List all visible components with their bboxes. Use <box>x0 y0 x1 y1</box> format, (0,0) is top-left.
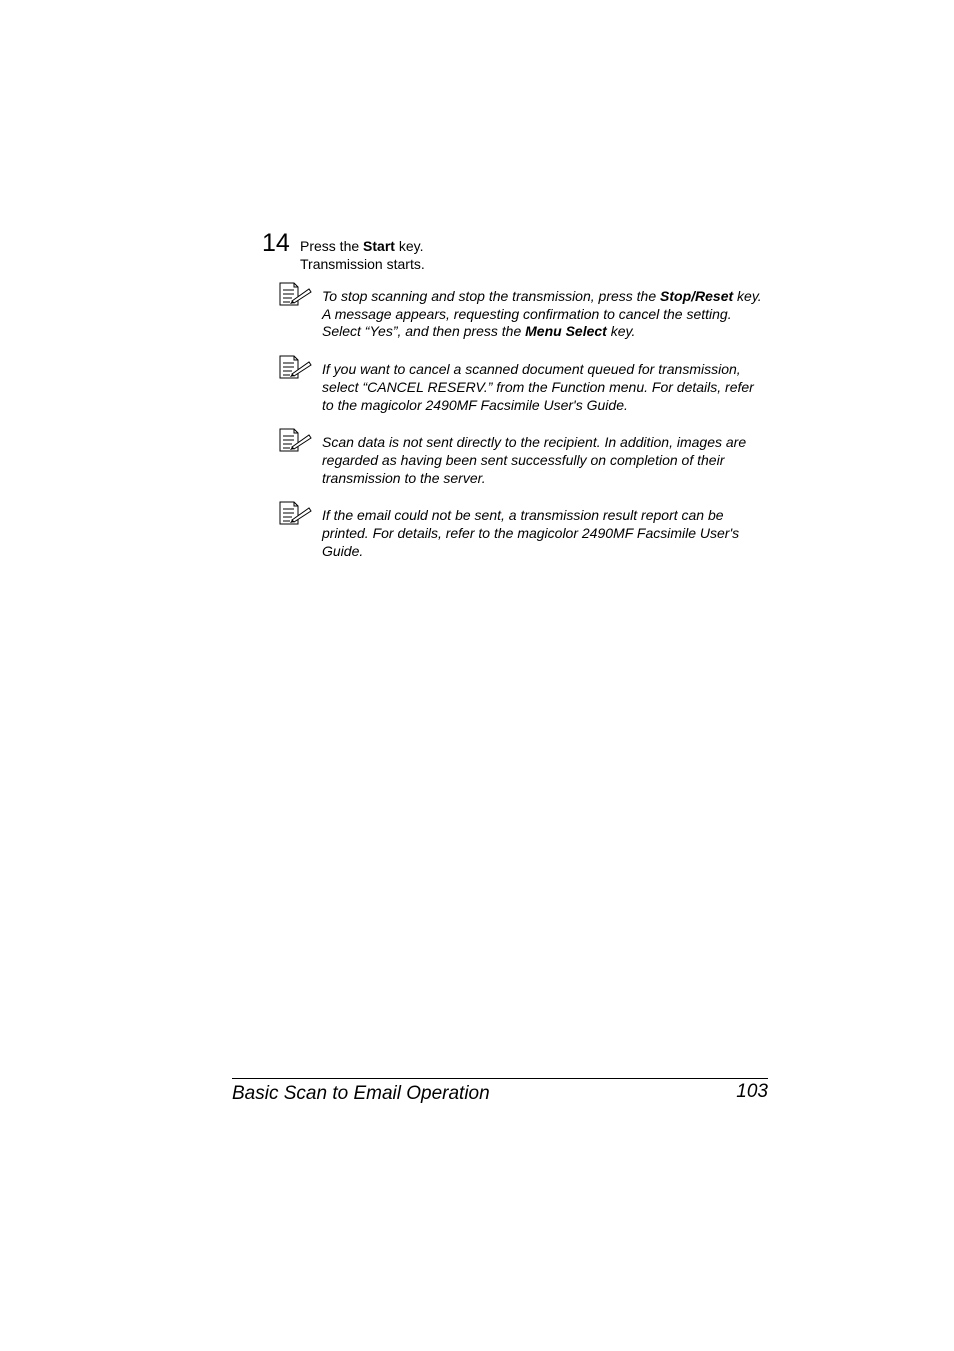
note-item <box>278 282 768 341</box>
note-text <box>322 282 768 341</box>
note-item <box>278 501 768 560</box>
note-item <box>278 428 768 487</box>
step-number: 14 <box>262 229 290 257</box>
note-pencil-icon <box>278 355 312 379</box>
page-number: 103 <box>736 1081 768 1102</box>
note-text-part: key. A message appears, requesting confirmation to cancel the setting. Select “Yes”, and then press the <box>322 288 762 340</box>
note-pencil-icon <box>278 428 312 452</box>
note-text: Scan data is not sent directly to the recipient. In addition, images are regarded as having been sent successfully on completion of their transmission to the server. <box>322 434 747 486</box>
instruction-suffix: key. <box>394 238 424 254</box>
step-instruction <box>300 237 770 255</box>
note-pencil-icon <box>278 282 312 306</box>
footer-section-title: Basic Scan to Email Operation <box>232 1083 490 1104</box>
stop-reset-key-label: Stop/Reset <box>660 288 734 304</box>
instruction-prefix: Press the <box>300 238 364 254</box>
note-item <box>278 355 768 414</box>
step-body <box>300 237 770 273</box>
menu-select-key-label: Menu Select <box>525 323 607 340</box>
note-text: If you want to cancel a scanned document queued for transmission, select “CANCEL RESERV.” from the Function menu. For details, refer to the magicolor 2490MF Facsimile User's Guide. <box>322 361 754 413</box>
notes-list <box>278 282 768 574</box>
note-text-part: key. <box>606 323 636 340</box>
note-text: If the email could not be sent, a transmission result report can be printed. For details, refer to the magicolor 2490MF Facsimile User's Guide. <box>322 507 740 559</box>
step-result: Transmission starts. <box>300 256 425 272</box>
page-footer <box>232 1078 768 1104</box>
note-text-part: To stop scanning and stop the transmission, press the <box>322 288 661 304</box>
note-pencil-icon <box>278 501 312 525</box>
start-key-label: Start <box>363 238 395 254</box>
